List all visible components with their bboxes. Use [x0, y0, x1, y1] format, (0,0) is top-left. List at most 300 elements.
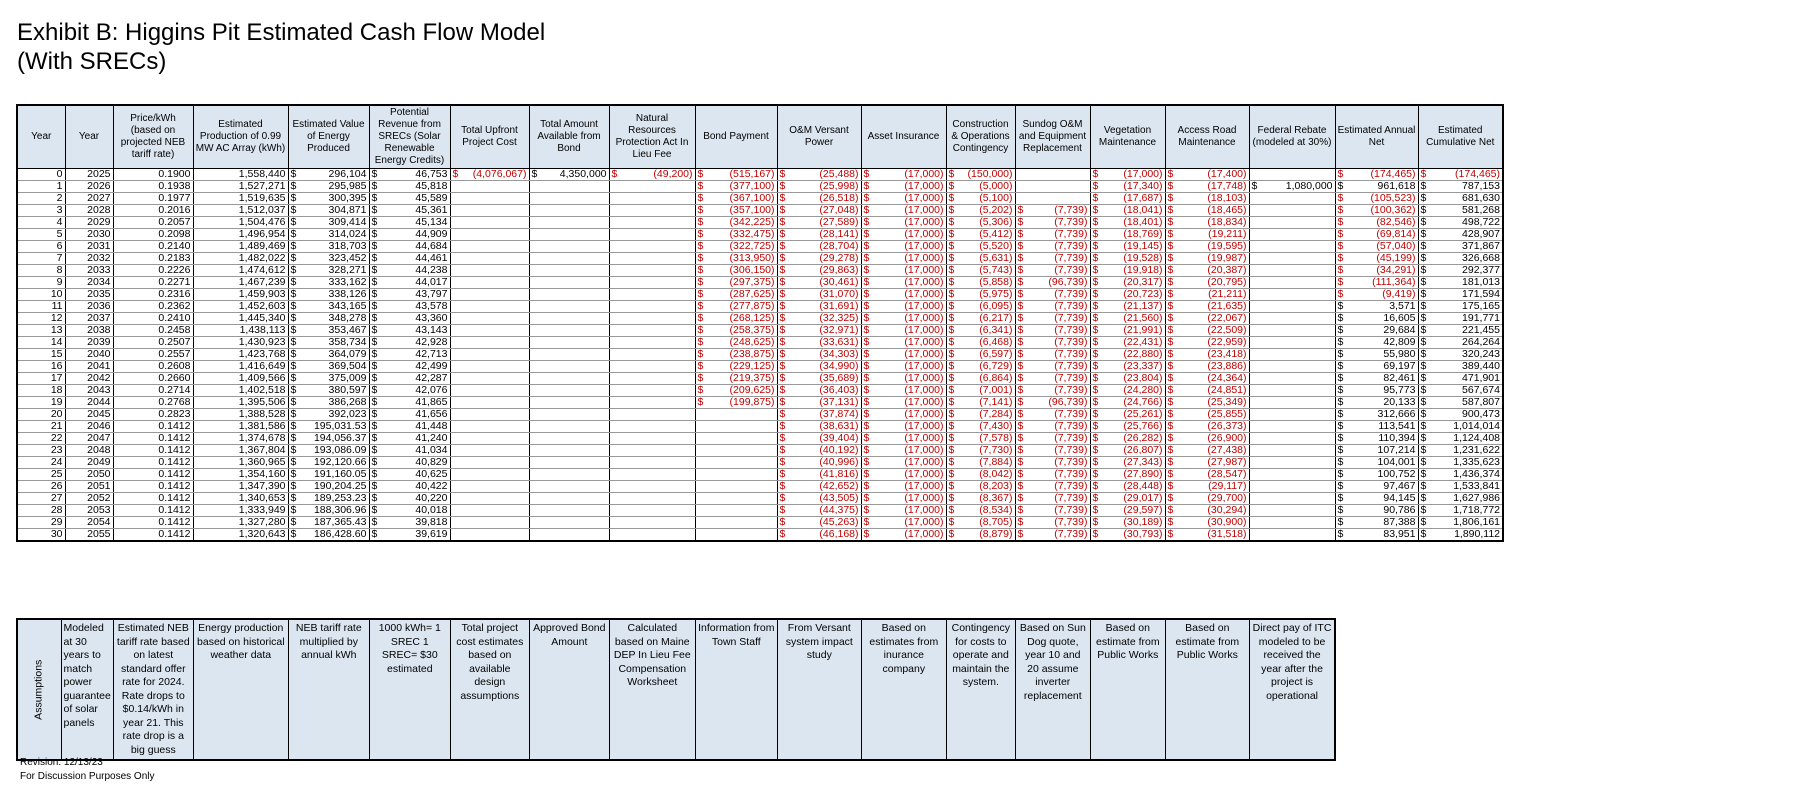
table-cell	[777, 205, 861, 217]
currency-symbol: $	[697, 336, 704, 348]
cell-value: (6,597)	[979, 348, 1013, 360]
table-cell: 1,354,160	[193, 469, 288, 481]
cell-value: 1,627,986	[1453, 492, 1500, 504]
table-cell	[946, 253, 1015, 265]
table-cell	[450, 529, 529, 542]
currency-symbol: $	[1017, 300, 1024, 312]
table-cell	[1015, 397, 1090, 409]
table-cell	[695, 253, 777, 265]
table-cell: 0.2410	[113, 313, 193, 325]
table-cell: 0.1412	[113, 421, 193, 433]
cell-value: 3,571	[1389, 300, 1416, 312]
currency-symbol: $	[863, 528, 870, 540]
table-cell	[1335, 421, 1418, 433]
table-cell	[288, 217, 369, 229]
table-cell	[777, 277, 861, 289]
table-cell	[369, 469, 450, 481]
cell-value: 369,504	[328, 360, 367, 372]
table-cell	[288, 529, 369, 542]
table-cell	[777, 361, 861, 373]
currency-symbol: $	[779, 324, 786, 336]
assumption-note: NEB tariff rate multiplied by annual kWh	[288, 619, 369, 760]
table-cell: 2039	[65, 337, 113, 349]
cell-value: 42,287	[415, 372, 448, 384]
currency-symbol: $	[1420, 312, 1427, 324]
currency-symbol: $	[1167, 456, 1174, 468]
table-cell	[1418, 229, 1503, 241]
currency-symbol: $	[948, 420, 955, 432]
table-cell	[529, 229, 609, 241]
table-row	[17, 181, 1503, 193]
currency-symbol: $	[1017, 480, 1024, 492]
table-cell	[450, 493, 529, 505]
table-cell	[369, 481, 450, 493]
cell-value: 42,076	[415, 384, 448, 396]
discussion-note: For Discussion Purposes Only	[20, 771, 155, 782]
table-cell	[450, 217, 529, 229]
cell-value: 333,162	[328, 276, 367, 288]
table-cell	[450, 277, 529, 289]
currency-symbol: $	[290, 360, 297, 372]
table-cell	[861, 313, 946, 325]
table-cell	[1090, 397, 1165, 409]
table-cell	[946, 289, 1015, 301]
table-cell	[777, 385, 861, 397]
currency-symbol: $	[1167, 432, 1174, 444]
table-cell	[1090, 385, 1165, 397]
table-cell	[861, 337, 946, 349]
table-cell: 15	[17, 349, 65, 361]
table-cell	[529, 289, 609, 301]
currency-symbol: $	[371, 480, 378, 492]
currency-symbol: $	[948, 228, 955, 240]
table-cell	[1335, 313, 1418, 325]
table-cell	[946, 505, 1015, 517]
cell-value: (26,900)	[1207, 432, 1247, 444]
currency-symbol: $	[1092, 168, 1099, 180]
cell-value: 39,818	[415, 516, 448, 528]
table-cell	[1249, 241, 1335, 253]
table-cell	[861, 517, 946, 529]
cell-value: (17,000)	[904, 276, 944, 288]
table-cell	[1418, 241, 1503, 253]
currency-symbol: $	[863, 228, 870, 240]
cell-value: 193,086.09	[313, 444, 367, 456]
currency-symbol: $	[1337, 204, 1344, 216]
table-cell	[1418, 313, 1503, 325]
currency-symbol: $	[1337, 336, 1344, 348]
currency-symbol: $	[290, 456, 297, 468]
currency-symbol: $	[1337, 492, 1344, 504]
cell-value: (219,375)	[729, 372, 775, 384]
currency-symbol: $	[290, 492, 297, 504]
currency-symbol: $	[371, 192, 378, 204]
currency-symbol: $	[863, 180, 870, 192]
cell-value: 41,034	[415, 444, 448, 456]
currency-symbol: $	[1092, 468, 1099, 480]
cell-value: (17,000)	[904, 204, 944, 216]
currency-symbol: $	[1337, 240, 1344, 252]
table-cell	[777, 169, 861, 181]
currency-symbol: $	[779, 348, 786, 360]
table-cell: 1,430,923	[193, 337, 288, 349]
table-cell	[1165, 409, 1249, 421]
table-cell	[529, 505, 609, 517]
cell-value: (174,465)	[1370, 168, 1416, 180]
table-cell	[1090, 409, 1165, 421]
cell-value: 587,807	[1462, 396, 1500, 408]
currency-symbol: $	[371, 504, 378, 516]
cell-value: 318,703	[328, 240, 367, 252]
table-cell	[1015, 409, 1090, 421]
table-cell: 20	[17, 409, 65, 421]
table-cell	[450, 349, 529, 361]
cell-value: (7,141)	[979, 396, 1013, 408]
currency-symbol: $	[863, 168, 870, 180]
table-cell	[861, 241, 946, 253]
table-cell	[1335, 265, 1418, 277]
table-cell: 2029	[65, 217, 113, 229]
table-cell: 1,558,440	[193, 169, 288, 181]
cell-value: (17,000)	[904, 336, 944, 348]
table-cell	[609, 289, 695, 301]
currency-symbol: $	[1167, 528, 1174, 540]
currency-symbol: $	[1092, 336, 1099, 348]
table-row	[17, 385, 1503, 397]
cell-value: 44,684	[415, 240, 448, 252]
table-cell: 1,519,635	[193, 193, 288, 205]
table-row	[17, 493, 1503, 505]
table-cell	[1165, 373, 1249, 385]
currency-symbol: $	[371, 288, 378, 300]
table-cell: 5	[17, 229, 65, 241]
currency-symbol: $	[371, 168, 378, 180]
table-cell	[1418, 349, 1503, 361]
cell-value: (18,769)	[1123, 228, 1163, 240]
currency-symbol: $	[371, 276, 378, 288]
table-cell: 2027	[65, 193, 113, 205]
cell-value: (5,743)	[979, 264, 1013, 276]
table-cell: 0.1412	[113, 529, 193, 542]
cell-value: 264,264	[1462, 336, 1500, 348]
table-cell	[1249, 229, 1335, 241]
table-cell	[695, 337, 777, 349]
table-cell	[1335, 433, 1418, 445]
cell-value: (8,879)	[979, 528, 1013, 540]
assumption-note: Information from Town Staff	[695, 619, 777, 760]
currency-symbol: $	[697, 264, 704, 276]
currency-symbol: $	[1420, 516, 1427, 528]
table-cell	[609, 217, 695, 229]
currency-symbol: $	[1167, 252, 1174, 264]
table-cell	[609, 529, 695, 542]
currency-symbol: $	[1167, 504, 1174, 516]
cell-value: 43,143	[415, 324, 448, 336]
currency-symbol: $	[290, 396, 297, 408]
currency-symbol: $	[1420, 228, 1427, 240]
table-cell	[861, 181, 946, 193]
cell-value: (7,739)	[1054, 456, 1088, 468]
table-cell	[1249, 397, 1335, 409]
cell-value: 41,448	[415, 420, 448, 432]
currency-symbol: $	[371, 492, 378, 504]
table-cell	[529, 457, 609, 469]
cell-value: 191,160.05	[313, 468, 367, 480]
cell-value: (342,225)	[729, 216, 775, 228]
table-cell	[946, 433, 1015, 445]
assumptions-table	[16, 618, 1336, 761]
cell-value: (37,874)	[819, 408, 859, 420]
currency-symbol: $	[1092, 276, 1099, 288]
table-cell	[529, 481, 609, 493]
table-cell	[1090, 229, 1165, 241]
cell-value: (25,998)	[819, 180, 859, 192]
currency-symbol: $	[1420, 336, 1427, 348]
currency-symbol: $	[1167, 264, 1174, 276]
currency-symbol: $	[1420, 348, 1427, 360]
currency-symbol: $	[1337, 468, 1344, 480]
table-cell	[861, 253, 946, 265]
currency-symbol: $	[779, 180, 786, 192]
cell-value: (19,595)	[1207, 240, 1247, 252]
cell-value: (23,886)	[1207, 360, 1247, 372]
cell-value: (8,534)	[979, 504, 1013, 516]
table-row	[17, 229, 1503, 241]
table-cell	[450, 457, 529, 469]
table-cell: 16	[17, 361, 65, 373]
table-cell: 1,409,566	[193, 373, 288, 385]
table-cell	[1335, 325, 1418, 337]
column-header: Asset Insurance	[861, 105, 946, 169]
cell-value: 328,271	[328, 264, 367, 276]
currency-symbol: $	[863, 432, 870, 444]
table-cell	[450, 505, 529, 517]
cell-value: (17,000)	[904, 396, 944, 408]
cell-value: (7,739)	[1054, 360, 1088, 372]
table-cell	[1249, 217, 1335, 229]
table-cell: 0.2183	[113, 253, 193, 265]
cell-value: 498,722	[1462, 216, 1500, 228]
table-cell: 8	[17, 265, 65, 277]
cell-value: (17,000)	[904, 264, 944, 276]
table-cell	[1249, 517, 1335, 529]
table-cell	[1165, 313, 1249, 325]
table-cell	[1249, 205, 1335, 217]
table-cell	[695, 373, 777, 385]
table-cell	[369, 517, 450, 529]
table-row	[17, 349, 1503, 361]
currency-symbol: $	[290, 372, 297, 384]
table-cell	[777, 529, 861, 542]
currency-symbol: $	[779, 528, 786, 540]
table-cell	[946, 265, 1015, 277]
cell-value: 187,365.43	[313, 516, 367, 528]
currency-symbol: $	[948, 192, 955, 204]
cell-value: (31,070)	[819, 288, 859, 300]
table-cell	[695, 529, 777, 542]
currency-symbol: $	[611, 168, 618, 180]
table-cell	[1090, 241, 1165, 253]
table-cell	[529, 433, 609, 445]
table-cell	[1418, 181, 1503, 193]
table-row	[17, 169, 1503, 181]
table-cell: 2031	[65, 241, 113, 253]
cell-value: (209,625)	[729, 384, 775, 396]
table-cell	[1090, 325, 1165, 337]
cell-value: (20,317)	[1123, 276, 1163, 288]
table-cell	[609, 325, 695, 337]
cell-value: (17,748)	[1207, 180, 1247, 192]
table-cell: 2032	[65, 253, 113, 265]
table-cell	[1090, 421, 1165, 433]
header-row	[17, 105, 1503, 169]
currency-symbol: $	[1167, 444, 1174, 456]
currency-symbol: $	[779, 192, 786, 204]
cell-value: (17,000)	[904, 444, 944, 456]
table-cell	[369, 397, 450, 409]
currency-symbol: $	[697, 204, 704, 216]
table-cell	[861, 373, 946, 385]
currency-symbol: $	[1167, 192, 1174, 204]
table-row	[17, 481, 1503, 493]
currency-symbol: $	[371, 264, 378, 276]
table-cell	[609, 301, 695, 313]
column-header: Sundog O&M and Equipment Replacement	[1015, 105, 1090, 169]
table-cell: 1,374,678	[193, 433, 288, 445]
table-row	[17, 253, 1503, 265]
table-cell	[695, 505, 777, 517]
table-cell	[529, 313, 609, 325]
column-header: Year	[17, 105, 65, 169]
cell-value: 55,980	[1383, 348, 1416, 360]
cell-value: 326,668	[1462, 252, 1500, 264]
currency-symbol: $	[371, 456, 378, 468]
cell-value: (26,373)	[1207, 420, 1247, 432]
table-cell	[777, 313, 861, 325]
cell-value: (100,362)	[1370, 204, 1416, 216]
currency-symbol: $	[1167, 492, 1174, 504]
table-cell	[1418, 385, 1503, 397]
cell-value: (8,367)	[979, 492, 1013, 504]
assumption-note: From Versant system impact study	[777, 619, 861, 760]
currency-symbol: $	[290, 192, 297, 204]
column-header: Federal Rebate (modeled at 30%)	[1249, 105, 1335, 169]
currency-symbol: $	[948, 456, 955, 468]
table-cell: 1,489,469	[193, 241, 288, 253]
table-cell	[1090, 373, 1165, 385]
table-cell	[861, 361, 946, 373]
table-cell	[288, 229, 369, 241]
table-cell	[1165, 457, 1249, 469]
table-cell	[946, 349, 1015, 361]
currency-symbol: $	[1420, 408, 1427, 420]
table-cell: 2040	[65, 349, 113, 361]
table-cell: 1,360,965	[193, 457, 288, 469]
cell-value: (17,000)	[904, 516, 944, 528]
table-cell	[288, 241, 369, 253]
cell-value: (7,739)	[1054, 288, 1088, 300]
table-cell	[1015, 385, 1090, 397]
table-cell	[369, 505, 450, 517]
table-cell	[695, 217, 777, 229]
table-cell	[609, 481, 695, 493]
currency-symbol: $	[290, 408, 297, 420]
table-cell	[288, 469, 369, 481]
assumption-note: Based on estimates from inurance company	[861, 619, 946, 760]
table-cell	[1418, 325, 1503, 337]
table-cell	[609, 241, 695, 253]
table-cell	[1015, 505, 1090, 517]
cell-value: (377,100)	[729, 180, 775, 192]
cell-value: (7,739)	[1054, 264, 1088, 276]
table-cell	[369, 337, 450, 349]
table-cell	[1418, 433, 1503, 445]
cell-value: (24,364)	[1207, 372, 1247, 384]
table-cell	[609, 373, 695, 385]
table-cell	[1335, 301, 1418, 313]
table-cell	[777, 241, 861, 253]
table-cell	[288, 409, 369, 421]
cell-value: (357,100)	[729, 204, 775, 216]
table-cell	[1090, 505, 1165, 517]
table-cell	[1015, 217, 1090, 229]
table-cell: 27	[17, 493, 65, 505]
footer	[20, 756, 155, 784]
cell-value: (17,000)	[904, 492, 944, 504]
currency-symbol: $	[697, 288, 704, 300]
currency-symbol: $	[1017, 336, 1024, 348]
table-cell	[609, 397, 695, 409]
cell-value: (17,000)	[904, 468, 944, 480]
currency-symbol: $	[1092, 528, 1099, 540]
table-cell	[1249, 385, 1335, 397]
table-cell	[695, 313, 777, 325]
table-cell	[529, 349, 609, 361]
currency-symbol: $	[1017, 204, 1024, 216]
currency-symbol: $	[948, 216, 955, 228]
cell-value: (30,793)	[1123, 528, 1163, 540]
cell-value: (19,918)	[1123, 264, 1163, 276]
currency-symbol: $	[697, 168, 704, 180]
currency-symbol: $	[697, 276, 704, 288]
currency-symbol: $	[1017, 216, 1024, 228]
table-cell	[1165, 361, 1249, 373]
table-cell	[529, 205, 609, 217]
cell-value: (7,739)	[1054, 300, 1088, 312]
currency-symbol: $	[948, 240, 955, 252]
cell-value: 1,014,014	[1453, 420, 1500, 432]
table-cell	[946, 481, 1015, 493]
cell-value: 343,165	[328, 300, 367, 312]
cell-value: (17,000)	[904, 348, 944, 360]
cell-value: 4,350,000	[559, 168, 607, 180]
table-cell: 2026	[65, 181, 113, 193]
cell-value: (46,168)	[819, 528, 859, 540]
cell-value: (5,520)	[979, 240, 1013, 252]
table-cell	[1015, 373, 1090, 385]
currency-symbol: $	[1092, 348, 1099, 360]
currency-symbol: $	[863, 444, 870, 456]
table-cell: 30	[17, 529, 65, 542]
cell-value: (7,739)	[1054, 528, 1088, 540]
table-cell	[450, 337, 529, 349]
currency-symbol: $	[948, 204, 955, 216]
cell-value: (39,404)	[819, 432, 859, 444]
table-cell	[609, 409, 695, 421]
table-cell: 0.2098	[113, 229, 193, 241]
cell-value: (5,631)	[979, 252, 1013, 264]
table-cell	[695, 457, 777, 469]
